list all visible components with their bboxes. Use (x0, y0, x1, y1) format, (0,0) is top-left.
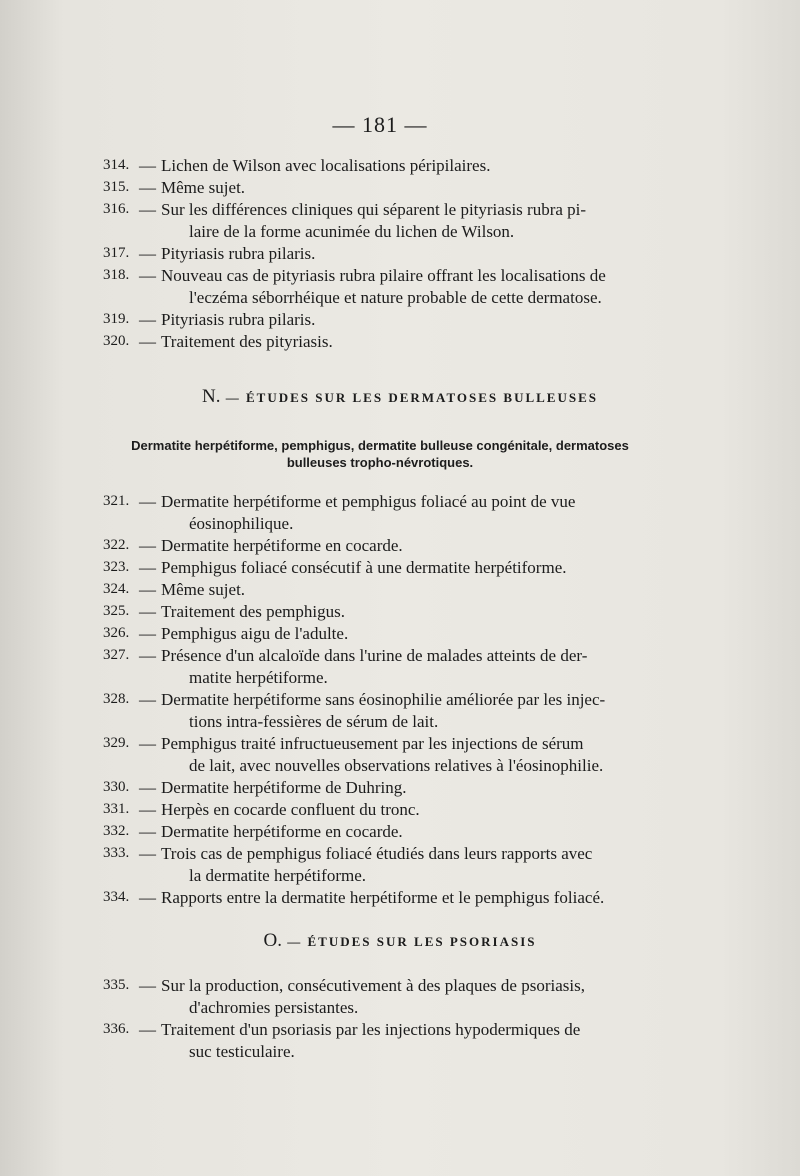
entry-number: 335. (103, 977, 130, 993)
entry-number: 331. (103, 801, 130, 817)
list-item (103, 309, 663, 331)
entry-line: éosinophilique. (189, 513, 294, 533)
entry-number: 318. (103, 267, 130, 283)
entry-number: 316. (103, 201, 130, 217)
list-item (103, 975, 663, 1018)
entry-dash: — (139, 244, 156, 263)
entry-number: 326. (103, 625, 130, 641)
entry-line: l'eczéma séborrhéique et nature probable de cette dermatose. (189, 287, 602, 307)
entry-line: Lichen de Wilson avec localisations péripilaires. (161, 156, 491, 175)
entry-dash: — (139, 156, 156, 175)
entry-dash: — (139, 976, 156, 995)
entry-number: 320. (103, 333, 130, 349)
entry-line: Dermatite herpétiforme sans éosinophilie améliorée par les injec- (161, 690, 606, 709)
entry-number: 332. (103, 823, 130, 839)
entry-dash: — (139, 734, 156, 753)
list-item (103, 491, 663, 534)
list-item (103, 887, 663, 909)
section-title-o: — ÉTUDES SUR LES PSORIASIS (287, 934, 537, 949)
entry-text (161, 177, 663, 199)
entry-text (161, 733, 663, 776)
entry-line: d'achromies persistantes. (189, 997, 359, 1017)
list-item (103, 557, 663, 579)
list-item (103, 645, 663, 688)
section-n-subheading (110, 437, 650, 471)
entry-line: Herpès en cocarde confluent du tronc. (161, 800, 420, 819)
list-item (103, 821, 663, 843)
list-item (103, 199, 663, 242)
entry-text (161, 843, 663, 886)
entry-number: 333. (103, 845, 130, 861)
entry-number: 324. (103, 581, 130, 597)
section-heading-n (0, 386, 800, 408)
entry-dash: — (139, 646, 156, 665)
list-item (103, 535, 663, 557)
list-item (103, 799, 663, 821)
entry-dash: — (139, 844, 156, 863)
entry-number: 325. (103, 603, 130, 619)
list-item (103, 331, 663, 353)
entry-dash: — (139, 332, 156, 351)
entry-text (161, 491, 663, 534)
entry-line: Traitement des pemphigus. (161, 602, 345, 621)
entry-dash: — (139, 822, 156, 841)
list-item (103, 733, 663, 776)
entry-line: Dermatite herpétiforme en cocarde. (161, 536, 403, 555)
entry-text (161, 777, 663, 799)
entry-text (161, 975, 663, 1018)
subheading-line-2: bulleuses tropho-névrotiques. (286, 455, 474, 470)
entry-line: Même sujet. (161, 178, 246, 197)
list-item (103, 243, 663, 265)
entry-dash: — (139, 690, 156, 709)
entry-number: 330. (103, 779, 130, 795)
entry-number: 315. (103, 179, 130, 195)
entry-number: 336. (103, 1021, 130, 1037)
entry-line: matite herpétiforme. (189, 667, 328, 687)
section-letter-n: N. (202, 386, 221, 407)
entry-dash: — (139, 178, 156, 197)
entry-text (161, 799, 663, 821)
entry-line: Pityriasis rubra pilaris. (161, 310, 316, 329)
entry-line: Dermatite herpétiforme en cocarde. (161, 822, 403, 841)
list-item (103, 623, 663, 645)
entry-dash: — (139, 602, 156, 621)
entry-text (161, 579, 663, 601)
list-item (103, 601, 663, 623)
entry-text (161, 243, 663, 265)
entry-text (161, 645, 663, 688)
entry-dash: — (139, 1020, 156, 1039)
list-item (103, 1019, 663, 1062)
entry-line: Nouveau cas de pityriasis rubra pilaire offrant les localisations de (161, 266, 606, 285)
entry-line: la dermatite herpétiforme. (189, 865, 366, 885)
list-item (103, 777, 663, 799)
list-item (103, 579, 663, 601)
entry-line: Pemphigus traité infructueusement par les injections de sérum (161, 734, 584, 753)
section-heading-o (0, 930, 800, 952)
entry-text (161, 623, 663, 645)
entry-text (161, 821, 663, 843)
entry-line: Même sujet. (161, 580, 246, 599)
entry-line: Pemphigus aigu de l'adulte. (161, 624, 349, 643)
entry-dash: — (139, 778, 156, 797)
entry-line: Pemphigus foliacé consécutif à une dermatite herpétiforme. (161, 558, 567, 577)
entry-number: 328. (103, 691, 130, 707)
section-title-n: — ÉTUDES SUR LES DERMATOSES BULLEUSES (225, 390, 598, 405)
entry-dash: — (139, 558, 156, 577)
entry-dash: — (139, 310, 156, 329)
entry-number: 314. (103, 157, 130, 173)
entry-text (161, 331, 663, 353)
entry-dash: — (139, 266, 156, 285)
entry-line: Sur les différences cliniques qui séparent le pityriasis rubra pi- (161, 200, 587, 219)
entry-line: Pityriasis rubra pilaris. (161, 244, 316, 263)
entry-line: Traitement des pityriasis. (161, 332, 333, 351)
entry-line: Dermatite herpétiforme de Duhring. (161, 778, 407, 797)
entry-line: Traitement d'un psoriasis par les injections hypodermiques de (161, 1020, 581, 1039)
entry-text (161, 309, 663, 331)
entry-text (161, 689, 663, 732)
entry-text (161, 199, 663, 242)
entry-number: 317. (103, 245, 130, 261)
entry-line: Trois cas de pemphigus foliacé étudiés dans leurs rapports avec (161, 844, 593, 863)
list-item (103, 265, 663, 308)
entry-line: de lait, avec nouvelles observations relatives à l'éosinophilie. (189, 755, 604, 775)
entry-number: 334. (103, 889, 130, 905)
entry-number: 329. (103, 735, 130, 751)
entry-text (161, 265, 663, 308)
entry-dash: — (139, 800, 156, 819)
page-number: — 181 — (332, 112, 428, 137)
list-item (103, 843, 663, 886)
subheading-line-1: Dermatite herpétiforme, pemphigus, dermatite bulleuse congénitale, dermatoses (131, 438, 629, 453)
entry-text (161, 155, 663, 177)
entry-text (161, 1019, 663, 1062)
entry-dash: — (139, 536, 156, 555)
entry-number: 319. (103, 311, 130, 327)
entry-dash: — (139, 888, 156, 907)
entry-dash: — (139, 580, 156, 599)
entry-text (161, 535, 663, 557)
entry-number: 327. (103, 647, 130, 663)
entry-line: laire de la forme acunimée du lichen de Wilson. (189, 221, 515, 241)
list-item (103, 689, 663, 732)
entry-text (161, 887, 663, 909)
list-item (103, 155, 663, 177)
entry-line: Sur la production, consécutivement à des plaques de psoriasis, (161, 976, 585, 995)
entry-number: 323. (103, 559, 130, 575)
entry-line: Dermatite herpétiforme et pemphigus foliacé au point de vue (161, 492, 576, 511)
entry-line: suc testiculaire. (189, 1041, 295, 1061)
section-letter-o: O. (263, 930, 282, 951)
entry-dash: — (139, 200, 156, 219)
entry-line: tions intra-fessières de sérum de lait. (189, 711, 439, 731)
entry-line: Rapports entre la dermatite herpétiforme et le pemphigus foliacé. (161, 888, 605, 907)
list-item (103, 177, 663, 199)
entry-number: 321. (103, 493, 130, 509)
entry-number: 322. (103, 537, 130, 553)
entry-line: Présence d'un alcaloïde dans l'urine de malades atteints de der- (161, 646, 588, 665)
entry-dash: — (139, 624, 156, 643)
entry-text (161, 557, 663, 579)
entry-text (161, 601, 663, 623)
entry-dash: — (139, 492, 156, 511)
